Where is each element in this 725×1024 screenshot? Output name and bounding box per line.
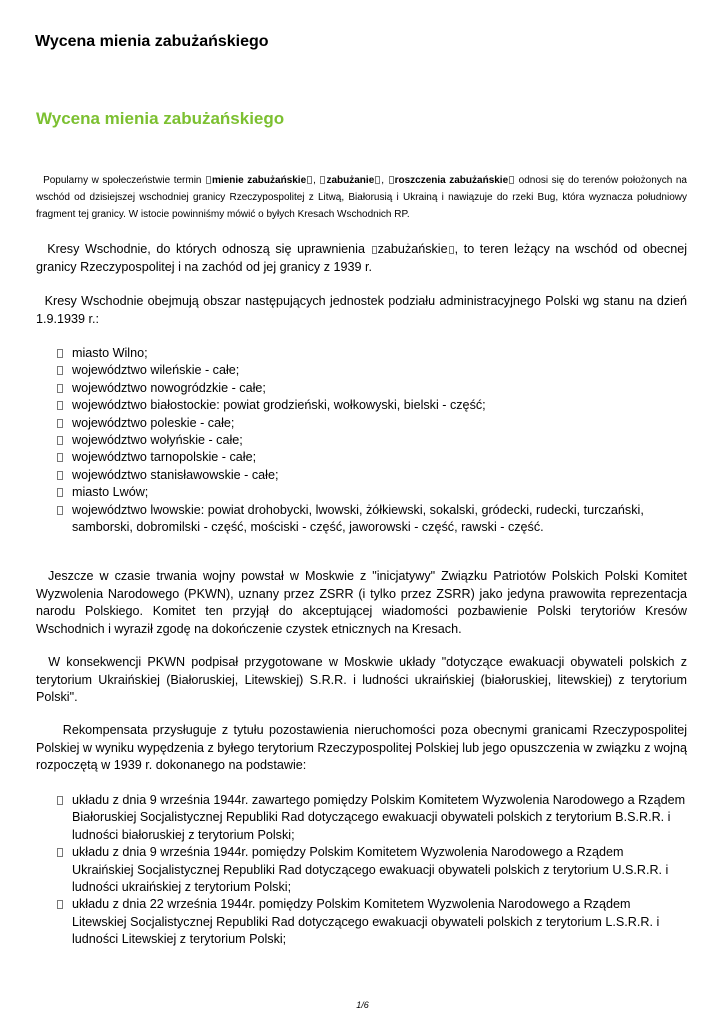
bullet-box-icon [57,848,63,857]
quote-box-icon [509,176,514,184]
compensation-paragraph [36,722,687,775]
pkwn-agreements-paragraph [36,654,687,707]
list-item-text: województwo wołyńskie - całe; [72,433,243,448]
list-item [36,432,687,449]
intro-bold-3: roszczenia zabużańskie [394,175,509,186]
list-item [36,415,687,432]
bullet-box-icon [57,488,63,497]
document-header-title: Wycena mienia zabużańskiego [35,33,269,50]
list-item-text: województwo poleskie - całe; [72,415,235,430]
intro-paragraph [36,172,687,223]
intro-sep-1: , [313,175,320,186]
list-item [36,380,687,397]
quote-box-icon [320,176,325,184]
quote-box-icon [449,246,454,254]
list-item [36,792,687,844]
bullet-box-icon [57,453,63,462]
list-item [36,502,687,537]
intro-text-1: Popularny w społeczeństwie termin [43,175,206,186]
list-item [36,896,687,948]
bullet-box-icon [57,419,63,428]
intro-sep-2: , [381,175,388,186]
list-item [36,397,687,414]
para5-text: W konsekwencji PKWN podpisał przygotowane w Moskwie układy "dotyczące ewakuacji obywateli polskich z terytorium Ukraińskiej (Białoruskiej, Litewskiej) S.R.R. i ludności ukraińskiej (białoruskiej, litewskiej) z terytorium Polski". [36,655,687,704]
para2-text-1: Kresy Wschodnie, do których odnoszą się uprawnienia [47,242,371,256]
list-item [36,345,687,362]
pkwn-paragraph [36,568,687,638]
list-item-text: miasto Wilno; [72,346,148,360]
regions-list [36,345,687,536]
para6-text: Rekompensata przysługuje z tytułu pozostawienia nieruchomości poza obecnymi granicami Rzeczypospolitej Polskiej w wyniku wypędzenia z byłego terytorium Rzeczypospolitej Polskiej lub jego opuszczenia w związku z wojną rozpoczętą w 1939 r. dokonanego na podstawie: [36,723,687,772]
intro-bold-2: zabużanie [326,175,375,186]
kresy-definition-paragraph [36,241,687,276]
quote-box-icon [375,176,380,184]
list-item [36,362,687,379]
bullet-box-icon [57,349,63,358]
agreements-list [36,792,687,949]
list-item-text: województwo wileńskie - całe; [72,363,240,378]
list-item-text: województwo lwowskie: powiat drohobycki, lwowski, żółkiewski, sokalski, gródecki, rudecki, turczański, samborski, dobromilski - część, mościski - część, jaworowski - część, rawski - część. [72,502,644,535]
para2-text-3: , to teren leżący na wschód od obecnej granicy Rzeczypospolitej i na zachód od jej granicy z 1939 r. [36,242,688,274]
list-item-text: województwo stanisławowskie - całe; [72,467,279,482]
bullet-box-icon [57,401,63,410]
list-item-text: układu z dnia 22 września 1944r. pomiędzy Polskim Komitetem Wyzwolenia Narodowego a Rządem Litewskiej Socjalistycznej Republiki Rad dotyczącego ewakuacji obywateli polskich z terytorium L.S.R.R. i ludności Litewskiej z terytorium Polski; [72,897,660,947]
list-item-text: województwo tarnopolskie - całe; [72,450,257,465]
bullet-box-icon [57,900,63,909]
bullet-box-icon [57,796,63,805]
para4-text: Jeszcze w czasie trwania wojny powstał w Moskwie z "inicjatywy" Związku Patriotów Polskich Polski Komitet Wyzwolenia Narodowego (PKWN), uznany przez ZSRR (i tylko przez ZSRR) jako jedyna prawowita reprezentacja narodu Polskiego. Komitet ten przyjął do akceptującej wiadomości pozbawienie Polski terytoriów Kresów Wschodnich i wyraził zgodę na dokończenie czystek etnicznych na Kresach. [36,569,688,636]
list-item [36,467,687,484]
list-item-text: województwo białostockie: powiat grodzieński, wołkowyski, bielski - część; [72,398,486,413]
list-item-text: miasto Lwów; [72,485,149,500]
bullet-box-icon [57,366,63,375]
list-item [36,844,687,896]
list-item-text: województwo nowogródzkie - całe; [72,380,266,395]
intro-text-4: odnosi się do terenów położonych na wschód od dzisiejszej wschodniej granicy Rzeczypospolitej z Litwą, Białorusią i Ukrainą i nawiązuje do rzeki Bug, która wyznacza południowy fragment tej granicy. W istocie powinniśmy mówić o byłych Kresach Wschodnich RP. [36,175,687,220]
quote-box-icon [372,246,377,254]
article-title: Wycena mienia zabużańskiego [36,109,285,128]
para2-text-2: zabużańskie [377,242,448,256]
page-number: 1/6 [356,1000,369,1010]
quote-box-icon [307,176,312,184]
bullet-box-icon [57,471,63,480]
bullet-box-icon [57,506,63,515]
para3-text: Kresy Wschodnie obejmują obszar następujących jednostek podziału administracyjnego Polski wg stanu na dzień 1.9.1939 r.: [36,294,687,326]
list-item [36,449,687,466]
quote-box-icon [389,176,394,184]
list-item-text: układu z dnia 9 września 1944r. pomiędzy Polskim Komitetem Wyzwolenia Narodowego a Rządem Ukraińskiej Socjalistycznej Republiki Rad dotyczącego ewakuacji obywateli polskich z terytorium U.S.R.R. i ludności ukraińskiej z terytorium Polski; [72,845,669,895]
quote-box-icon [206,176,211,184]
kresy-scope-paragraph [36,293,687,328]
bullet-box-icon [57,384,63,393]
list-item [36,484,687,501]
bullet-box-icon [57,436,63,445]
intro-bold-1: mienie zabużańskie [212,175,307,186]
list-item-text: układu z dnia 9 września 1944r. zawartego pomiędzy Polskim Komitetem Wyzwolenia Narodowego a Rządem Białoruskiej Socjalistycznej Republiki Rad dotyczącego ewakuacji obywateli polskich z terytorium B.S.R.R. i ludności białoruskiej z terytorium Polski; [72,793,686,842]
